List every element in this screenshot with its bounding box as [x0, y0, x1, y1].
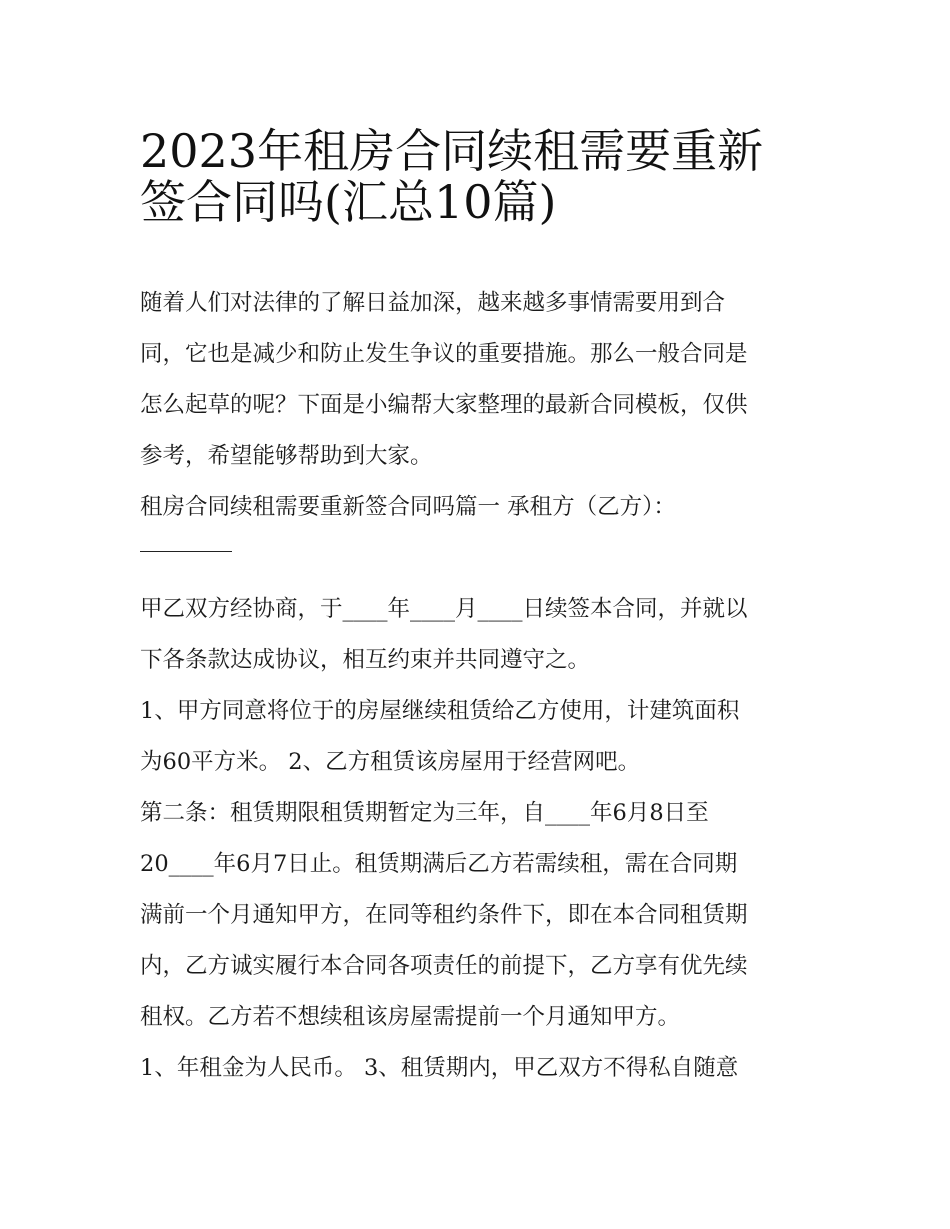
fill-in-blank-line	[140, 533, 820, 584]
text-line: 为60平方米。 2、乙方租赁该房屋用于经营网吧。	[140, 749, 641, 775]
text-line: 20____年6月7日止。租赁期满后乙方若需续租，需在合同期	[140, 851, 738, 877]
text-line: 租权。乙方若不想续租该房屋需提前一个月通知甲方。	[140, 1004, 681, 1030]
text-line: 随着人们对法律的了解日益加深，越来越多事情需要用到合	[140, 290, 726, 316]
underline-rule	[140, 551, 232, 552]
text-line: 下各条款达成协议，相互约束并共同遵守之。	[140, 647, 591, 673]
text-line: 1、甲方同意将位于的房屋继续租赁给乙方使用，计建筑面积	[140, 698, 740, 724]
title-line: 签合同吗(汇总10篇)	[140, 175, 557, 229]
text-line: 甲乙双方经协商，于____年____月____日续签本合同，并就以	[140, 596, 748, 622]
title-line: 2023年租房合同续租需要重新	[140, 124, 764, 178]
text-line: 租房合同续租需要重新签合同吗篇一 承租方（乙方）：	[140, 494, 676, 520]
text-line: 同，它也是减少和防止发生争议的重要措施。那么一般合同是	[140, 341, 748, 367]
text-line: 1、年租金为人民币。 3、租赁期内，甲乙双方不得私自随意	[140, 1055, 739, 1081]
document-title	[140, 112, 820, 229]
text-line: 怎么起草的呢？下面是小编帮大家整理的最新合同模板，仅供	[140, 392, 748, 418]
text-line: 参考，希望能够帮助到大家。	[140, 443, 433, 469]
document-body	[140, 278, 820, 1094]
text-line: 满前一个月通知甲方，在同等租约条件下，即在本合同租赁期	[140, 902, 748, 928]
text-line: 第二条：租赁期限租赁期暂定为三年，自____年6月8日至	[140, 800, 709, 826]
text-line: 内，乙方诚实履行本合同各项责任的前提下，乙方享有优先续	[140, 953, 748, 979]
